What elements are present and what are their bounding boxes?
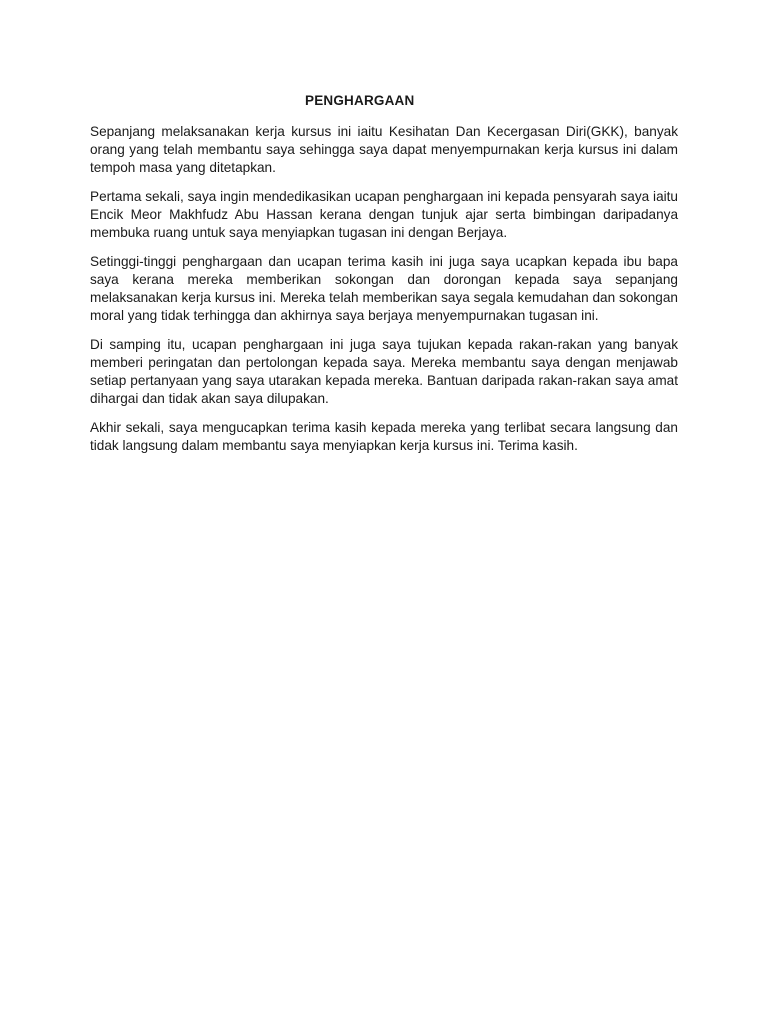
paragraph-lecturer: Pertama sekali, saya ingin mendedikasikan ucapan penghargaan ini kepada pensyarah saya iaitu Encik Meor Makhfudz Abu Hassan kerana dengan tunjuk ajar serta bimbingan daripadanya membuka ruang untuk saya menyiapkan tugasan ini dengan Berjaya. [90,189,678,240]
paragraph-friends: Di samping itu, ucapan penghargaan ini juga saya tujukan kepada rakan-rakan yang banyak memberi peringatan dan pertolongan kepada saya. Mereka membantu saya dengan menjawab setiap pertanyaan yang saya utarakan kepada mereka. Bantuan daripada rakan-rakan saya amat dihargai dan tidak akan saya dilupakan. [90,337,678,406]
paragraph-closing: Akhir sekali, saya mengucapkan terima kasih kepada mereka yang terlibat secara langsung dan tidak langsung dalam membantu saya menyiapkan kerja kursus ini. Terima kasih. [90,420,678,453]
document-body [90,92,678,466]
document-title: PENGHARGAAN [305,93,415,108]
paragraph-parents: Setinggi-tinggi penghargaan dan ucapan terima kasih ini juga saya ucapkan kepada ibu bapa saya kerana mereka memberikan sokongan dan dorongan kepada saya sepanjang melaksanakan kerja kursus ini. Mereka telah memberikan saya segala kemudahan dan sokongan moral yang tidak terhingga dan akhirnya saya berjaya menyempurnakan tugasan ini. [90,254,678,323]
paragraph-intro: Sepanjang melaksanakan kerja kursus ini iaitu Kesihatan Dan Kecergasan Diri(GKK), banyak orang yang telah membantu saya sehingga saya dapat menyempurnakan kerja kursus ini dalam tempoh masa yang ditetapkan. [90,124,678,175]
